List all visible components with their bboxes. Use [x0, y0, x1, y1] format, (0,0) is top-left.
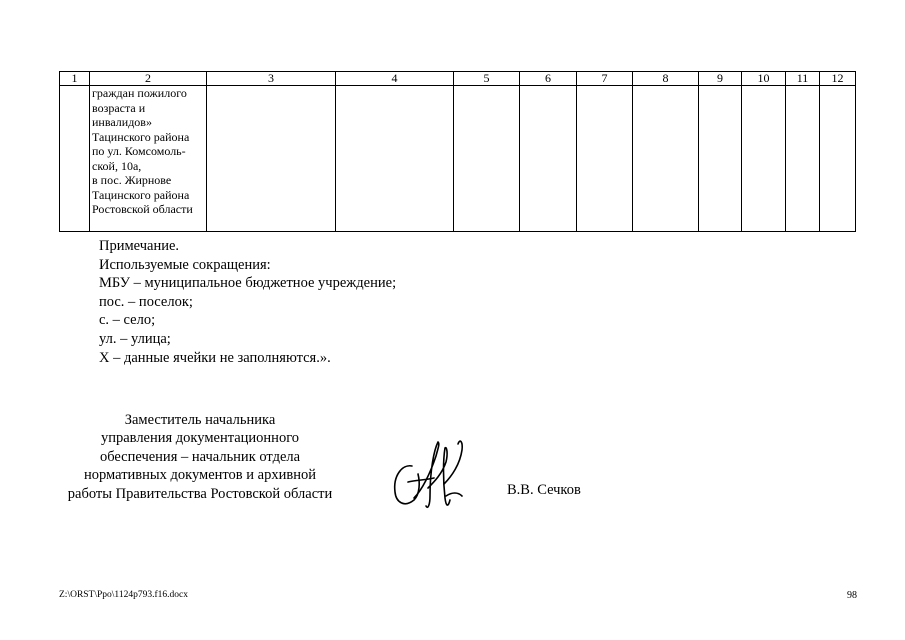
note-line: Х – данные ячейки не заполняются.».: [99, 349, 331, 366]
column-number: 7: [577, 72, 633, 86]
page-number: 98: [847, 590, 857, 601]
description-line: Ростовской области: [92, 202, 193, 216]
column-number: 8: [633, 72, 699, 86]
column-number: 5: [454, 72, 520, 86]
table-cell-empty: [207, 86, 336, 232]
table-cell-empty: [699, 86, 742, 232]
column-number: 9: [699, 72, 742, 86]
note-line: пос. – поселок;: [99, 293, 193, 310]
note-block: [99, 237, 396, 367]
column-number: 3: [207, 72, 336, 86]
data-table: [59, 71, 856, 232]
signer-position-line: нормативных документов и архивной: [84, 467, 316, 484]
signer-position: [55, 411, 345, 503]
table-cell-empty: [786, 86, 820, 232]
table-cell-description: [90, 86, 207, 232]
description-line: Тацинского района: [92, 129, 190, 144]
column-number-row: [60, 72, 856, 86]
note-line: Используемые сокращения:: [99, 256, 271, 273]
signer-position-line: обеспечения – начальник отдела: [99, 448, 301, 465]
column-number: 6: [520, 72, 577, 86]
description-line: граждан пожилого: [92, 86, 187, 100]
column-number: 10: [742, 72, 786, 86]
description-line: по ул. Комсомоль-: [92, 144, 186, 158]
table-cell-empty: [633, 86, 699, 232]
note-title: Примечание.: [99, 238, 180, 254]
description-line: в пос. Жирнове: [92, 173, 172, 187]
table-cell-empty: [742, 86, 786, 232]
column-number: 12: [820, 72, 856, 86]
description-line: ской, 10а,: [92, 158, 142, 173]
footer-file-path: Z:\ORST\Ppo\1124p793.f16.docx: [59, 590, 188, 600]
column-number: 1: [60, 72, 90, 86]
column-number: 11: [786, 72, 820, 86]
note-line: ул. – улица;: [99, 330, 171, 347]
description-line: возраста и: [92, 100, 146, 115]
table-cell-empty: [336, 86, 454, 232]
signer-name: В.В. Сечков: [507, 482, 581, 498]
table-cell-empty: [820, 86, 856, 232]
description-line: инвалидов»: [92, 115, 152, 129]
description-line: Тацинского района: [92, 187, 190, 202]
signer-position-line: Заместитель начальника: [124, 412, 276, 428]
table-cell-empty: [577, 86, 633, 232]
table-cell-empty: [60, 86, 90, 232]
note-line: МБУ – муниципальное бюджетное учреждение;: [99, 275, 397, 292]
table-cell-empty: [454, 86, 520, 232]
note-line: с. – село;: [99, 312, 156, 329]
table-row: [60, 86, 856, 232]
column-number: 4: [336, 72, 454, 86]
signer-position-line: управления документационного: [100, 430, 300, 447]
handwritten-signature: [390, 436, 468, 512]
column-number: 2: [90, 72, 207, 86]
table-cell-empty: [520, 86, 577, 232]
signer-position-line: работы Правительства Ростовской области: [67, 485, 333, 502]
